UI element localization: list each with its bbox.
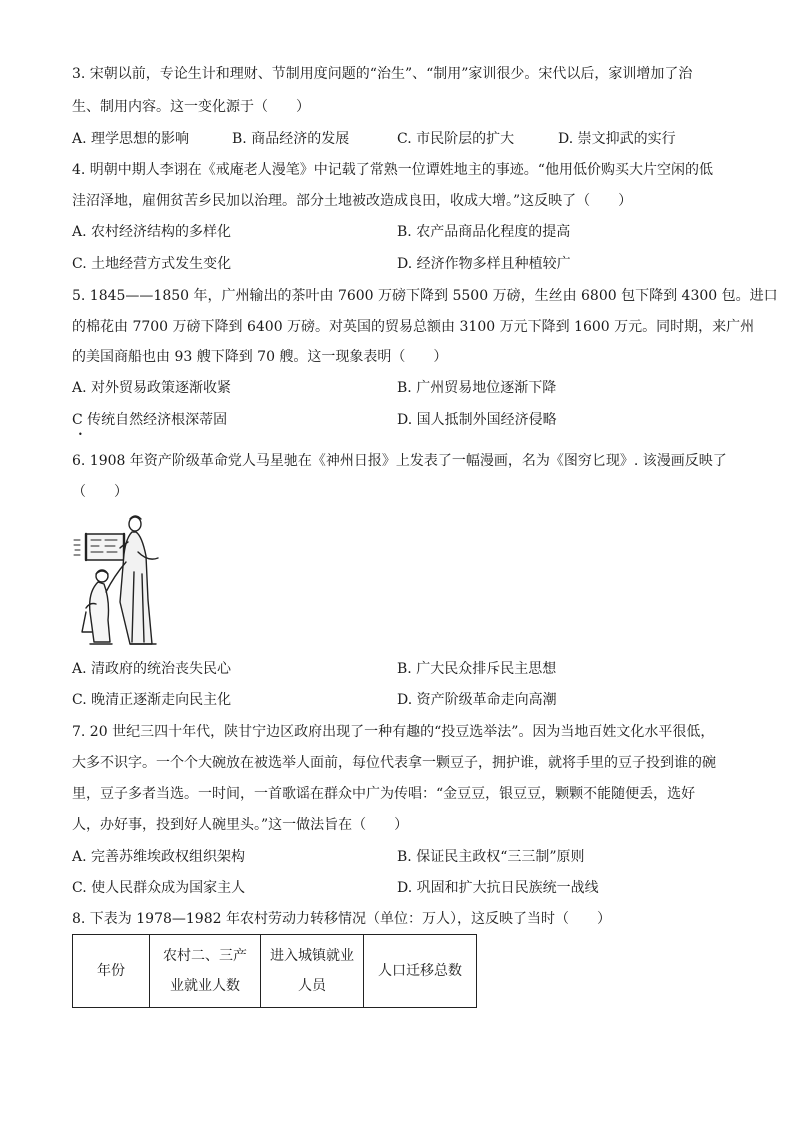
q3-option-d: D. 崇文抑武的实行 <box>558 131 676 147</box>
q4-option-d: D. 经济作物多样且种植较广 <box>397 256 571 272</box>
table-header-urban-employment: 进入城镇就业人员 <box>261 935 364 1008</box>
q7-stem-line2: 大多不识字。一个个大碗放在被选举人面前，每位代表拿一颗豆子，拥护谁，就将手里的豆子投到谁的碗 <box>72 755 716 771</box>
q5-option-a: A. 对外贸易政策逐渐收紧 <box>72 380 232 396</box>
q5-option-c: C 传统自然经济根深蒂固 <box>72 412 228 428</box>
q4-stem-line2: 洼沼泽地，雇佣贫苦乡民加以治理。部分土地被改造成良田，收成大增。”这反映了（ ） <box>72 193 633 209</box>
q7-option-c: C. 使人民群众成为国家主人 <box>72 880 246 896</box>
q8-data-table <box>72 934 477 1008</box>
q7-option-a: A. 完善苏维埃政权组织架构 <box>72 849 246 865</box>
q5-stem-line3: 的美国商船也由 93 艘下降到 70 艘。这一现象表明（ ） <box>72 349 448 365</box>
q7-option-d: D. 巩固和扩大抗日民族统一战线 <box>397 880 599 896</box>
table-header-year: 年份 <box>73 935 150 1008</box>
q3-option-b: B. 商品经济的发展 <box>232 131 350 147</box>
q6-stem-line2: （ ） <box>72 484 128 500</box>
table-header-rural-employment: 农村二、三产业就业人数 <box>150 935 261 1008</box>
q7-stem-line4: 人，办好事，投到好人碗里头。”这一做法旨在（ ） <box>72 817 409 833</box>
q3-stem-line1: 3. 宋朝以前，专论生计和理财、节制用度问题的“治生”、“制用”家训很少。宋代以后，家训增加了治 <box>72 66 693 82</box>
q7-option-b: B. 保证民主政权“三三制”原则 <box>397 849 585 865</box>
q5-stem-line1: 5. 1845——1850 年，广州输出的茶叶由 7600 万磅下降到 5500 万磅，生丝由 6800 包下降到 4300 包。进口 <box>72 288 778 304</box>
q3-option-c: C. 市民阶层的扩大 <box>397 131 515 147</box>
stray-mark: • <box>78 430 83 439</box>
cartoon-illustration-icon <box>72 512 172 650</box>
q3-option-a: A. 理学思想的影响 <box>72 131 190 147</box>
q6-option-a: A. 清政府的统治丧失民心 <box>72 661 232 677</box>
q5-option-b: B. 广州贸易地位逐渐下降 <box>397 380 557 396</box>
q4-stem-line1: 4. 明朝中期人李诩在《戒庵老人漫笔》中记载了常熟一位谭姓地主的事迹。“他用低价购买大片空闲的低 <box>72 162 713 178</box>
q5-stem-line2: 的棉花由 7700 万磅下降到 6400 万磅。对英国的贸易总额由 3100 万元下降到 1600 万元。同时期，来广州 <box>72 319 755 335</box>
q6-option-c: C. 晚清正逐渐走向民主化 <box>72 692 232 708</box>
q7-stem-line3: 里，豆子多者当选。一时间，一首歌谣在群众中广为传唱：“金豆豆，银豆豆，颗颗不能随便丢，选好 <box>72 786 696 802</box>
q7-stem-line1: 7. 20 世纪三四十年代，陕甘宁边区政府出现了一种有趣的“投豆选举法”。因为当地百姓文化水平很低， <box>72 724 715 740</box>
table-header-row <box>73 935 477 1008</box>
q6-stem-line1: 6. 1908 年资产阶级革命党人马星驰在《神州日报》上发表了一幅漫画，名为《图穷匕现》. 该漫画反映了 <box>72 453 727 469</box>
q3-stem-line2: 生、制用内容。这一变化源于（ ） <box>72 99 310 115</box>
q4-option-a: A. 农村经济结构的多样化 <box>72 224 232 240</box>
q6-option-d: D. 资产阶级革命走向高潮 <box>397 692 557 708</box>
q6-option-b: B. 广大民众排斥民主思想 <box>397 661 557 677</box>
table-header-migration-total: 人口迁移总数 <box>364 935 477 1008</box>
q4-option-c: C. 土地经营方式发生变化 <box>72 256 232 272</box>
q5-option-d: D. 国人抵制外国经济侵略 <box>397 412 557 428</box>
q8-stem-line1: 8. 下表为 1978—1982 年农村劳动力转移情况（单位：万人），这反映了当时（ ） <box>72 911 611 927</box>
q4-option-b: B. 农产品商品化程度的提高 <box>397 224 571 240</box>
